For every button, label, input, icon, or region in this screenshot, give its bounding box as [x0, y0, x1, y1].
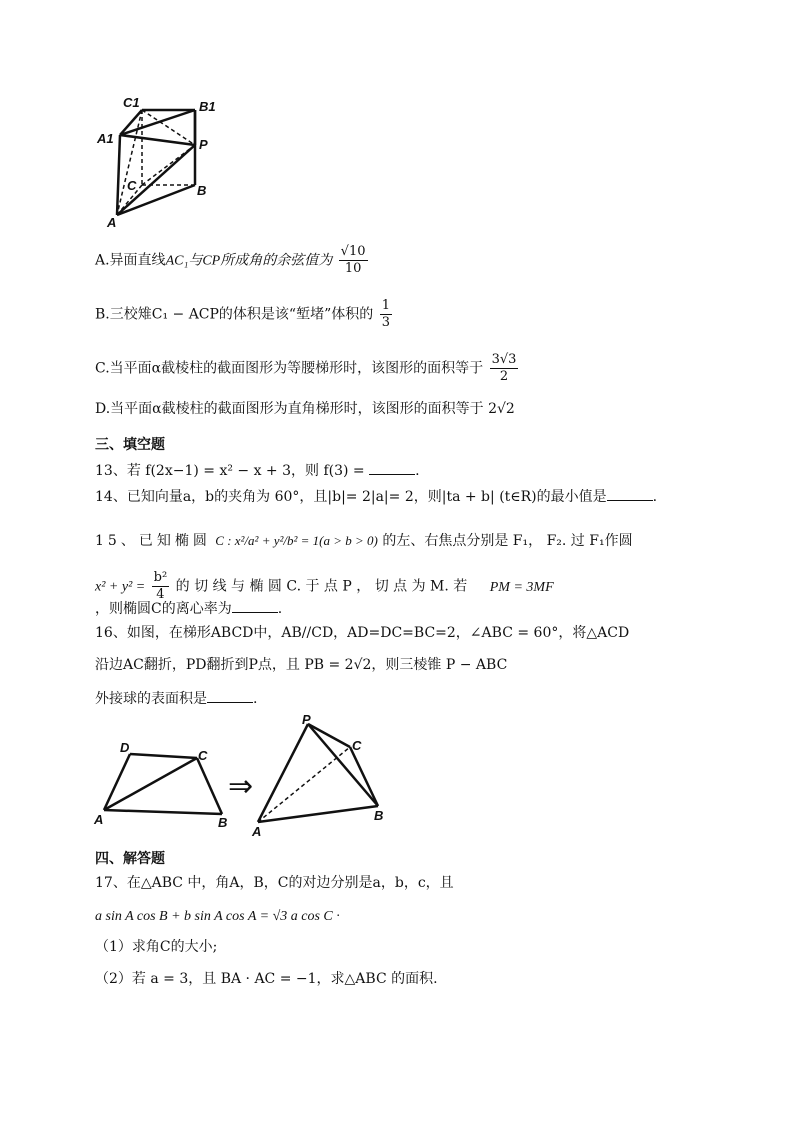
question-17-part-2	[95, 970, 438, 988]
label-b1: B1	[199, 99, 216, 114]
option-a-expr: AC₁与CP所成角的余弦值为	[165, 253, 333, 269]
option-c-fraction	[490, 352, 519, 385]
option-a-fraction	[339, 244, 368, 277]
label-a: A	[107, 215, 117, 230]
question-13-text: 13、若 f(2x−1) = x² − x + 3，则 f(3) =	[95, 463, 370, 479]
answer-blank-16[interactable]	[207, 690, 253, 703]
tetra-label-a: A	[252, 824, 262, 837]
question-15-intro: 15、已知椭圆	[95, 533, 211, 549]
label-p: P	[199, 137, 208, 152]
tetrahedron-figure	[250, 712, 400, 837]
label-a1: A1	[97, 131, 114, 146]
question-17-line-1	[95, 874, 454, 892]
trapezoid-label-d: D	[120, 740, 130, 755]
circle-num: b²	[153, 570, 168, 585]
question-16-text-1: 16、如图，在梯形ABCD中，AB//CD，AD=DC=BC=2，∠ABC = 60°，将△ACD	[95, 625, 630, 641]
option-b-text: B.三校雉C₁ − ACP的体积是该“堑堵”体积的	[95, 306, 374, 323]
question-16-line-1	[95, 624, 629, 642]
answer-blank-14[interactable]	[607, 488, 653, 501]
option-b-fraction	[380, 298, 392, 331]
circle-equation: x² + y² =	[95, 579, 146, 595]
option-d-text: D.当平面α截棱柱的截面图形为直角梯形时，该图形的面积等于 2√2	[95, 401, 515, 417]
label-c1: C1	[123, 95, 140, 110]
section-4-title: 四、解答题	[95, 851, 165, 867]
option-d	[95, 400, 515, 418]
trapezoid-label-b: B	[218, 815, 228, 830]
option-c-num: 3√3	[491, 352, 517, 367]
question-17-text-2: a sin A cos B + b sin A cos A = √3 a cos C ·	[95, 909, 340, 924]
question-17-text-1: 17、在△ABC 中，角A，B，C的对边分别是a，b，c，且	[95, 875, 454, 891]
option-c	[95, 352, 520, 385]
option-a	[95, 244, 370, 277]
option-b-den: 3	[381, 315, 390, 330]
label-c: C	[127, 178, 137, 193]
question-16-text-3: 外接球的表面积是	[95, 691, 207, 707]
trapezoid-label-a: A	[94, 812, 104, 827]
option-b-num: 1	[381, 298, 390, 313]
tetra-label-b: B	[374, 808, 384, 823]
ellipse-equation: C : x²/a² + y²/b² = 1(a > b > 0)	[215, 533, 378, 548]
question-15-line-3: ，则椭圆C的离心率为 .	[95, 601, 283, 617]
question-17-equation	[95, 908, 340, 926]
section-3-title: 三、填空题	[95, 437, 165, 453]
arrow-glyph: ⇒	[228, 769, 254, 804]
question-15-tangent: 的 切 线 与 椭 圆 C. 于 点 P ， 切 点 为 M. 若	[175, 578, 468, 595]
question-14-text: 14、已知向量a，b的夹角为 60°，且|b|= 2|a|= 2，则|ta + b| (t∈R)的最小值是	[95, 489, 607, 505]
label-b: B	[197, 183, 207, 198]
question-17-text-4: （2）若 a = 3，且 BA · AC = −1，求△ABC 的面积.	[95, 971, 438, 987]
circle-radius-fraction	[152, 570, 170, 603]
question-14: 14、已知向量a，b的夹角为 60°，且|b|= 2|a|= 2，则|ta + b| (t∈R)的最小值是 .	[95, 489, 658, 505]
vector-relation: PM = 3MF	[489, 579, 554, 595]
question-15-foci: 的左、右焦点分别是 F₁， F₂. 过 F₁作圆	[382, 533, 633, 549]
trapezoid-label-c: C	[198, 748, 208, 763]
answer-blank-15[interactable]	[232, 600, 278, 613]
question-17-part-1	[95, 938, 217, 956]
question-15-line-1	[95, 532, 633, 550]
option-b	[95, 298, 394, 331]
question-15-line-2	[95, 570, 554, 603]
option-c-den: 2	[499, 369, 509, 384]
option-a-num: √10	[340, 244, 366, 259]
answer-blank-13[interactable]	[369, 462, 415, 475]
question-13: 13、若 f(2x−1) = x² − x + 3，则 f(3) = .	[95, 463, 420, 479]
question-15-ask: ，则椭圆C的离心率为	[95, 601, 232, 617]
tetra-label-c: C	[352, 738, 362, 753]
option-c-text: C.当平面α截棱柱的截面图形为等腰梯形时，该图形的面积等于	[95, 360, 484, 377]
circle-den: 4	[156, 587, 165, 602]
question-16-line-2	[95, 656, 507, 674]
option-a-den: 10	[344, 261, 362, 276]
question-17-text-3: （1）求角C的大小;	[95, 939, 218, 955]
tetra-label-p: P	[302, 712, 311, 727]
option-a-prefix: A.异面直线	[95, 252, 166, 269]
question-16-text-2: 沿边AC翻折，PD翻折到P点，且 PB = 2√2，则三棱锥 P − ABC	[95, 657, 508, 673]
prism-figure	[95, 95, 235, 230]
question-16-line-3: 外接球的表面积是 .	[95, 691, 258, 707]
